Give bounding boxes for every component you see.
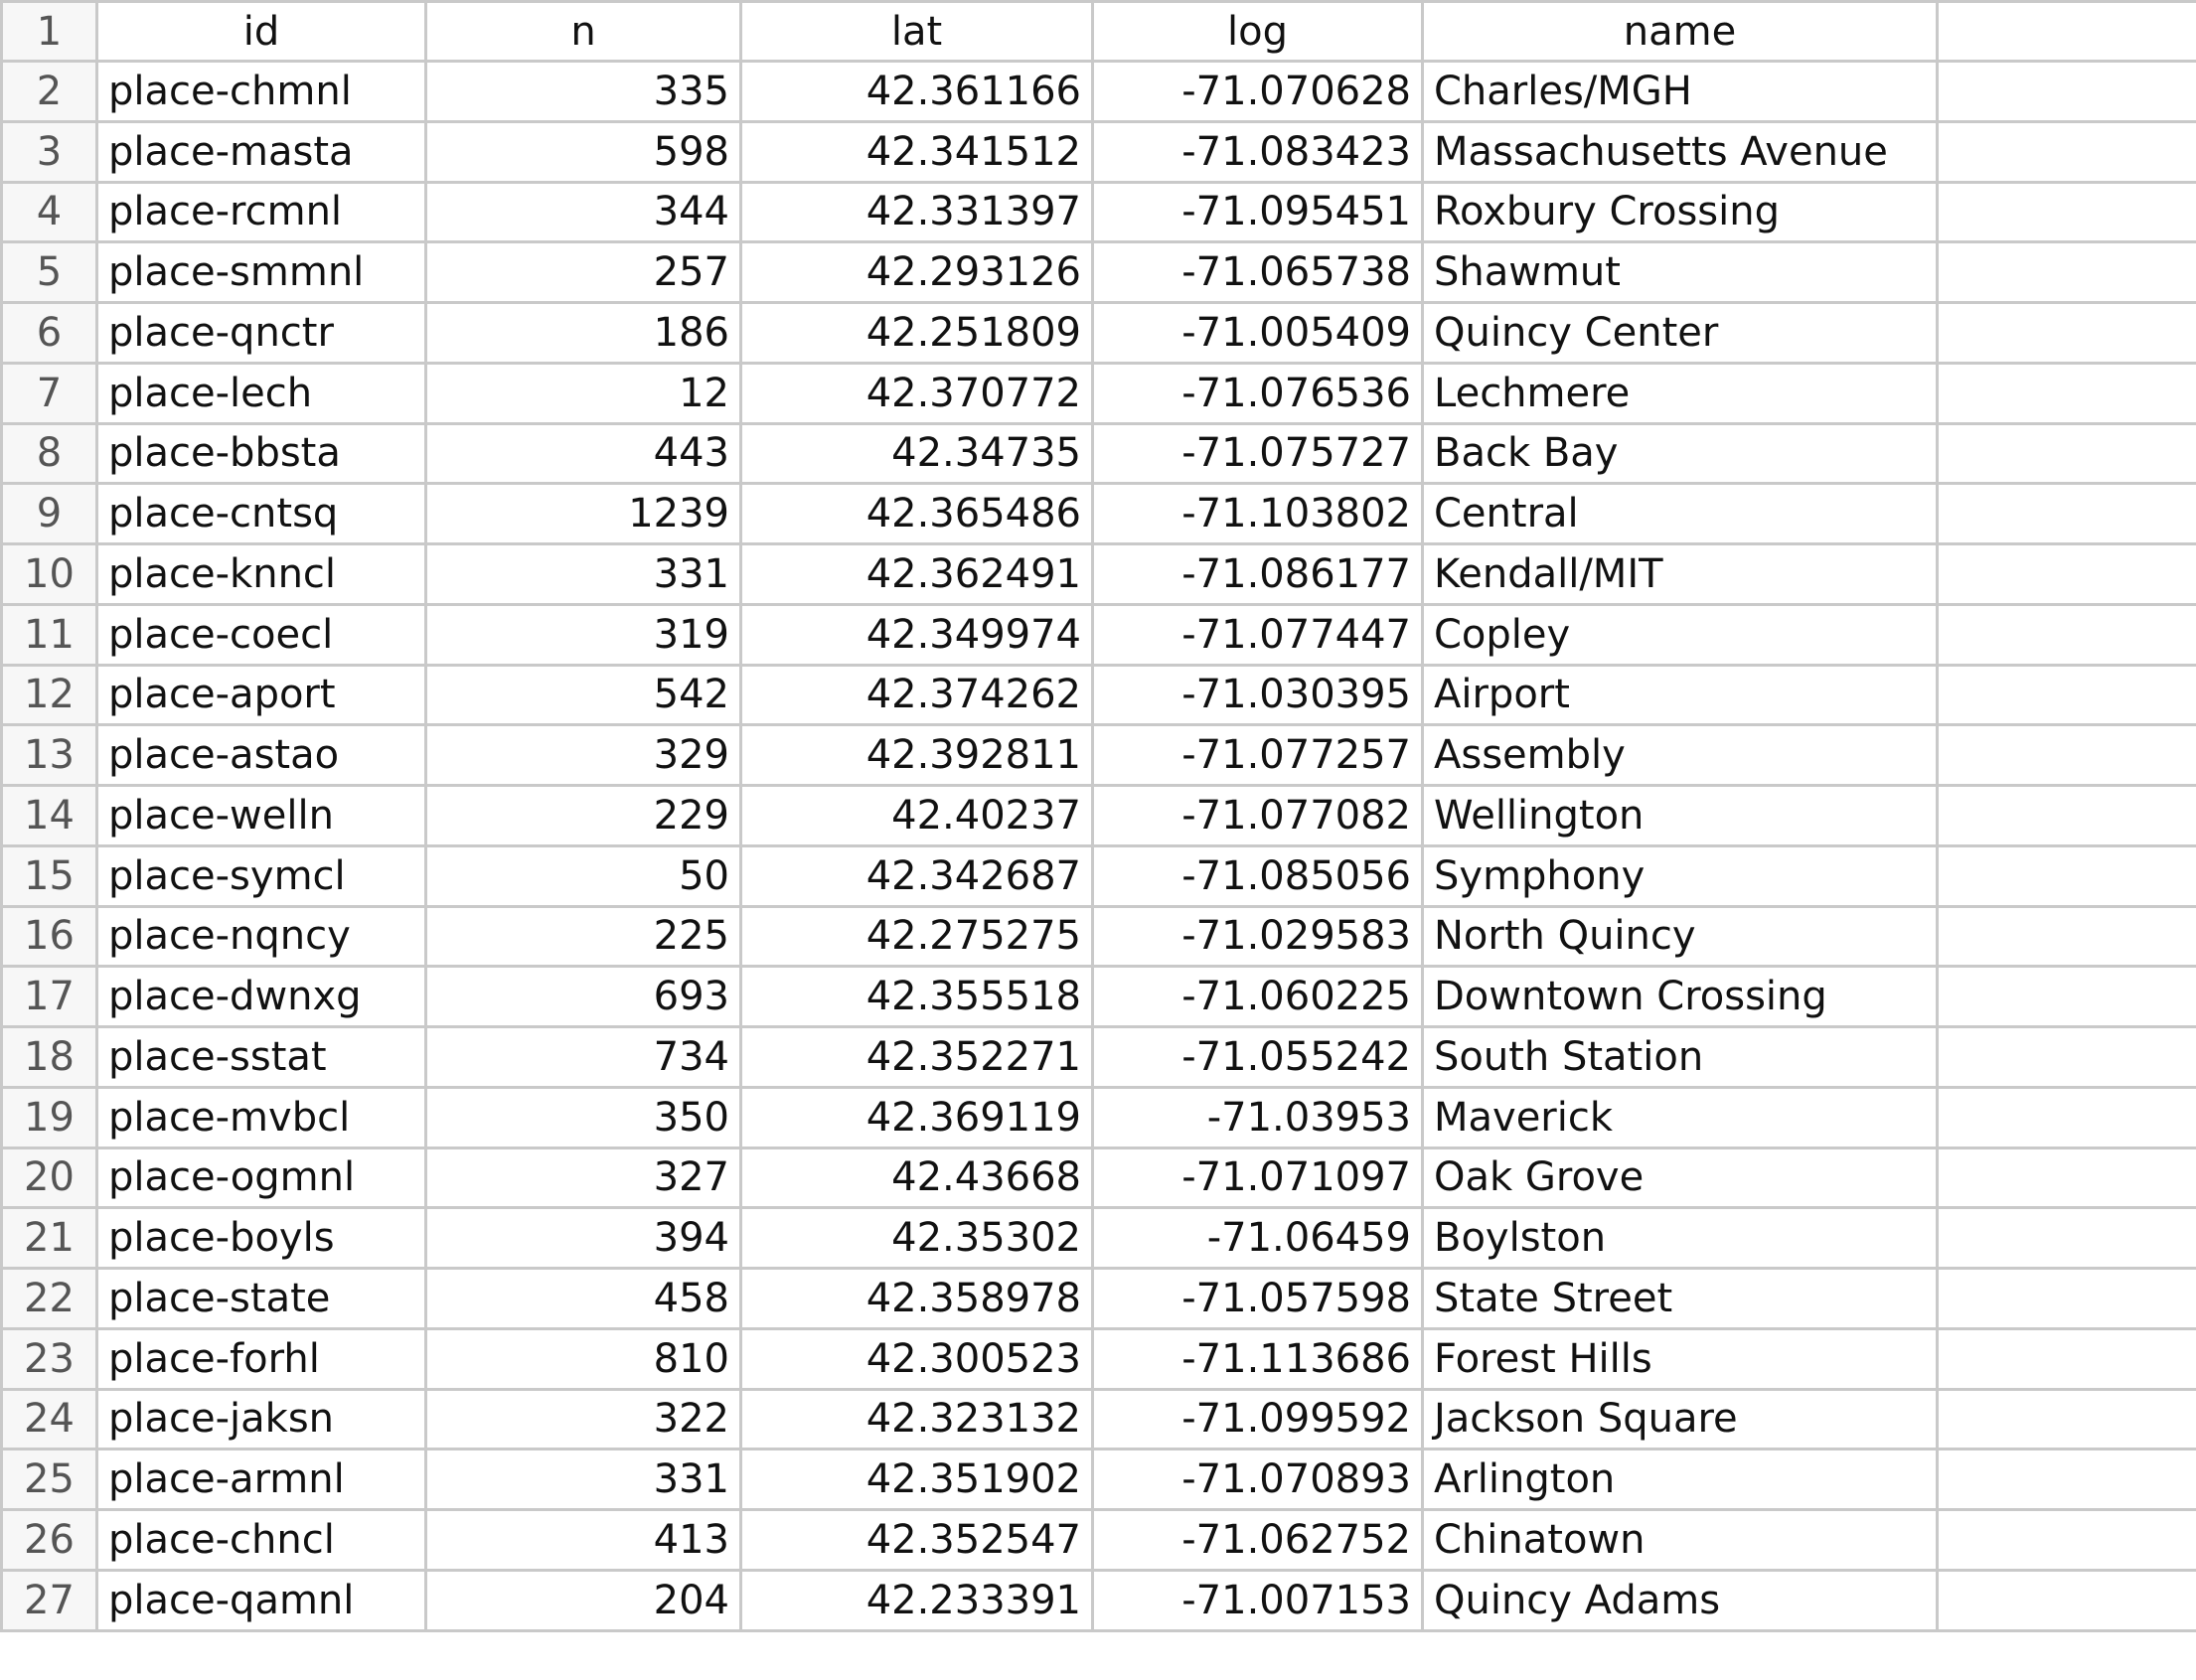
cell-lat[interactable]: 42.352271 xyxy=(741,1027,1093,1088)
empty-cell[interactable] xyxy=(1938,1269,2196,1329)
cell-log[interactable]: -71.03953 xyxy=(1093,1087,1423,1147)
cell-name[interactable]: Massachusetts Avenue xyxy=(1423,121,1938,182)
cell-id[interactable]: place-coecl xyxy=(97,604,426,665)
cell-log[interactable]: -71.029583 xyxy=(1093,906,1423,967)
cell-log[interactable]: -71.083423 xyxy=(1093,121,1423,182)
cell-name[interactable]: Kendall/MIT xyxy=(1423,544,1938,605)
cell-name[interactable]: Back Bay xyxy=(1423,423,1938,484)
cell-n[interactable]: 344 xyxy=(426,182,741,242)
cell-n[interactable]: 225 xyxy=(426,906,741,967)
cell-n[interactable]: 335 xyxy=(426,62,741,122)
row-number[interactable]: 23 xyxy=(2,1328,97,1389)
cell-n[interactable]: 443 xyxy=(426,423,741,484)
cell-id[interactable]: place-chncl xyxy=(97,1510,426,1571)
cell-n[interactable]: 331 xyxy=(426,544,741,605)
cell-lat[interactable]: 42.369119 xyxy=(741,1087,1093,1147)
cell-lat[interactable]: 42.300523 xyxy=(741,1328,1093,1389)
cell-id[interactable]: place-nqncy xyxy=(97,906,426,967)
row-number[interactable]: 13 xyxy=(2,725,97,786)
cell-n[interactable]: 693 xyxy=(426,967,741,1027)
row-number[interactable]: 3 xyxy=(2,121,97,182)
cell-id[interactable]: place-forhl xyxy=(97,1328,426,1389)
empty-cell[interactable] xyxy=(1938,665,2196,725)
cell-log[interactable]: -71.077257 xyxy=(1093,725,1423,786)
cell-log[interactable]: -71.06459 xyxy=(1093,1208,1423,1269)
cell-log[interactable]: -71.077082 xyxy=(1093,786,1423,846)
cell-name[interactable]: Quincy Adams xyxy=(1423,1570,1938,1630)
cell-id[interactable]: place-smmnl xyxy=(97,242,426,303)
cell-name[interactable]: Boylston xyxy=(1423,1208,1938,1269)
cell-name[interactable]: Charles/MGH xyxy=(1423,62,1938,122)
cell-lat[interactable]: 42.349974 xyxy=(741,604,1093,665)
cell-id[interactable]: place-astao xyxy=(97,725,426,786)
cell-n[interactable]: 350 xyxy=(426,1087,741,1147)
cell-log[interactable]: -71.057598 xyxy=(1093,1269,1423,1329)
cell-id[interactable]: place-symcl xyxy=(97,845,426,906)
cell-n[interactable]: 204 xyxy=(426,1570,741,1630)
cell-name[interactable]: Quincy Center xyxy=(1423,303,1938,364)
cell-id[interactable]: place-welln xyxy=(97,786,426,846)
cell-lat[interactable]: 42.293126 xyxy=(741,242,1093,303)
header-cell-n[interactable]: n xyxy=(426,2,741,62)
cell-name[interactable]: State Street xyxy=(1423,1269,1938,1329)
cell-lat[interactable]: 42.251809 xyxy=(741,303,1093,364)
cell-log[interactable]: -71.099592 xyxy=(1093,1389,1423,1450)
table-row xyxy=(2,1328,2196,1389)
cell-n[interactable]: 322 xyxy=(426,1389,741,1450)
cell-lat[interactable]: 42.331397 xyxy=(741,182,1093,242)
cell-log[interactable]: -71.077447 xyxy=(1093,604,1423,665)
empty-cell[interactable] xyxy=(1938,303,2196,364)
empty-cell[interactable] xyxy=(1938,725,2196,786)
empty-cell[interactable] xyxy=(1938,363,2196,423)
table-row xyxy=(2,967,2196,1027)
cell-id[interactable]: place-jaksn xyxy=(97,1389,426,1450)
cell-lat[interactable]: 42.233391 xyxy=(741,1570,1093,1630)
cell-log[interactable]: -71.085056 xyxy=(1093,845,1423,906)
row-number[interactable]: 25 xyxy=(2,1450,97,1510)
cell-n[interactable]: 413 xyxy=(426,1510,741,1571)
cell-lat[interactable]: 42.40237 xyxy=(741,786,1093,846)
cell-log[interactable]: -71.070893 xyxy=(1093,1450,1423,1510)
cell-lat[interactable]: 42.370772 xyxy=(741,363,1093,423)
cell-id[interactable]: place-masta xyxy=(97,121,426,182)
row-number[interactable]: 18 xyxy=(2,1027,97,1088)
cell-name[interactable]: Shawmut xyxy=(1423,242,1938,303)
empty-cell[interactable] xyxy=(1938,544,2196,605)
cell-n[interactable]: 319 xyxy=(426,604,741,665)
cell-log[interactable]: -71.095451 xyxy=(1093,182,1423,242)
table-row xyxy=(2,1389,2196,1450)
cell-n[interactable]: 327 xyxy=(426,1147,741,1208)
cell-id[interactable]: place-armnl xyxy=(97,1450,426,1510)
table-row xyxy=(2,423,2196,484)
cell-lat[interactable]: 42.355518 xyxy=(741,967,1093,1027)
empty-cell[interactable] xyxy=(1938,1450,2196,1510)
table-row xyxy=(2,1450,2196,1510)
table-row xyxy=(2,303,2196,364)
empty-cell[interactable] xyxy=(1938,1208,2196,1269)
row-number[interactable]: 17 xyxy=(2,967,97,1027)
cell-log[interactable]: -71.076536 xyxy=(1093,363,1423,423)
table-row xyxy=(2,604,2196,665)
cell-n[interactable]: 12 xyxy=(426,363,741,423)
empty-cell[interactable] xyxy=(1938,1510,2196,1571)
cell-name[interactable]: Forest Hills xyxy=(1423,1328,1938,1389)
cell-n[interactable]: 229 xyxy=(426,786,741,846)
row-number[interactable]: 24 xyxy=(2,1389,97,1450)
table-row xyxy=(2,906,2196,967)
table-row xyxy=(2,121,2196,182)
row-number[interactable]: 21 xyxy=(2,1208,97,1269)
cell-log[interactable]: -71.075727 xyxy=(1093,423,1423,484)
table-row xyxy=(2,242,2196,303)
cell-lat[interactable]: 42.361166 xyxy=(741,62,1093,122)
empty-cell[interactable] xyxy=(1938,1027,2196,1088)
cell-log[interactable]: -71.062752 xyxy=(1093,1510,1423,1571)
table-row xyxy=(2,845,2196,906)
cell-name[interactable]: North Quincy xyxy=(1423,906,1938,967)
header-cell-log[interactable]: log xyxy=(1093,2,1423,62)
row-number[interactable]: 20 xyxy=(2,1147,97,1208)
row-number[interactable]: 2 xyxy=(2,62,97,122)
cell-lat[interactable]: 42.351902 xyxy=(741,1450,1093,1510)
empty-cell[interactable] xyxy=(1938,967,2196,1027)
cell-lat[interactable]: 42.374262 xyxy=(741,665,1093,725)
cell-name[interactable]: Airport xyxy=(1423,665,1938,725)
row-number[interactable]: 15 xyxy=(2,845,97,906)
cell-n[interactable]: 1239 xyxy=(426,484,741,544)
empty-cell[interactable] xyxy=(1938,242,2196,303)
cell-id[interactable]: place-bbsta xyxy=(97,423,426,484)
empty-cell[interactable] xyxy=(1938,2,2196,62)
row-number[interactable]: 6 xyxy=(2,303,97,364)
cell-n[interactable]: 331 xyxy=(426,1450,741,1510)
cell-id[interactable]: place-chmnl xyxy=(97,62,426,122)
empty-cell[interactable] xyxy=(1938,423,2196,484)
cell-id[interactable]: place-mvbcl xyxy=(97,1087,426,1147)
cell-lat[interactable]: 42.323132 xyxy=(741,1389,1093,1450)
cell-lat[interactable]: 42.43668 xyxy=(741,1147,1093,1208)
cell-id[interactable]: place-aport xyxy=(97,665,426,725)
row-number[interactable]: 12 xyxy=(2,665,97,725)
cell-n[interactable]: 810 xyxy=(426,1328,741,1389)
row-number[interactable]: 26 xyxy=(2,1510,97,1571)
row-number[interactable]: 9 xyxy=(2,484,97,544)
cell-n[interactable]: 329 xyxy=(426,725,741,786)
row-number[interactable]: 1 xyxy=(2,2,97,62)
cell-n[interactable]: 50 xyxy=(426,845,741,906)
table-row xyxy=(2,544,2196,605)
cell-name[interactable]: Symphony xyxy=(1423,845,1938,906)
cell-name[interactable]: South Station xyxy=(1423,1027,1938,1088)
cell-log[interactable]: -71.071097 xyxy=(1093,1147,1423,1208)
row-number[interactable]: 27 xyxy=(2,1570,97,1630)
table-row xyxy=(2,182,2196,242)
cell-id[interactable]: place-lech xyxy=(97,363,426,423)
cell-name[interactable]: Central xyxy=(1423,484,1938,544)
cell-lat[interactable]: 42.392811 xyxy=(741,725,1093,786)
cell-name[interactable]: Jackson Square xyxy=(1423,1389,1938,1450)
cell-name[interactable]: Assembly xyxy=(1423,725,1938,786)
empty-cell[interactable] xyxy=(1938,845,2196,906)
row-number[interactable]: 4 xyxy=(2,182,97,242)
cell-n[interactable]: 542 xyxy=(426,665,741,725)
cell-name[interactable]: Chinatown xyxy=(1423,1510,1938,1571)
cell-id[interactable]: place-state xyxy=(97,1269,426,1329)
empty-cell[interactable] xyxy=(1938,1328,2196,1389)
empty-cell[interactable] xyxy=(1938,1570,2196,1630)
empty-cell[interactable] xyxy=(1938,121,2196,182)
cell-lat[interactable]: 42.352547 xyxy=(741,1510,1093,1571)
table-row xyxy=(2,62,2196,122)
cell-lat[interactable]: 42.365486 xyxy=(741,484,1093,544)
cell-n[interactable]: 257 xyxy=(426,242,741,303)
table-row xyxy=(2,484,2196,544)
empty-cell[interactable] xyxy=(1938,1147,2196,1208)
empty-cell[interactable] xyxy=(1938,62,2196,122)
cell-log[interactable]: -71.055242 xyxy=(1093,1027,1423,1088)
cell-log[interactable]: -71.007153 xyxy=(1093,1570,1423,1630)
cell-log[interactable]: -71.065738 xyxy=(1093,242,1423,303)
cell-name[interactable]: Copley xyxy=(1423,604,1938,665)
cell-id[interactable]: place-rcmnl xyxy=(97,182,426,242)
cell-lat[interactable]: 42.362491 xyxy=(741,544,1093,605)
cell-id[interactable]: place-qnctr xyxy=(97,303,426,364)
row-number[interactable]: 10 xyxy=(2,544,97,605)
empty-cell[interactable] xyxy=(1938,484,2196,544)
empty-cell[interactable] xyxy=(1938,906,2196,967)
empty-cell[interactable] xyxy=(1938,1389,2196,1450)
header-cell-lat[interactable]: lat xyxy=(741,2,1093,62)
cell-name[interactable]: Arlington xyxy=(1423,1450,1938,1510)
row-number[interactable]: 14 xyxy=(2,786,97,846)
cell-lat[interactable]: 42.35302 xyxy=(741,1208,1093,1269)
cell-id[interactable]: place-dwnxg xyxy=(97,967,426,1027)
table-row xyxy=(2,1147,2196,1208)
cell-lat[interactable]: 42.358978 xyxy=(741,1269,1093,1329)
empty-cell[interactable] xyxy=(1938,182,2196,242)
table-row xyxy=(2,665,2196,725)
cell-name[interactable]: Lechmere xyxy=(1423,363,1938,423)
header-row xyxy=(2,2,2196,62)
table-row xyxy=(2,725,2196,786)
cell-name[interactable]: Maverick xyxy=(1423,1087,1938,1147)
cell-n[interactable]: 394 xyxy=(426,1208,741,1269)
empty-cell[interactable] xyxy=(1938,786,2196,846)
cell-name[interactable]: Downtown Crossing xyxy=(1423,967,1938,1027)
cell-name[interactable]: Roxbury Crossing xyxy=(1423,182,1938,242)
cell-n[interactable]: 458 xyxy=(426,1269,741,1329)
empty-cell[interactable] xyxy=(1938,1087,2196,1147)
table-row xyxy=(2,1208,2196,1269)
table-row xyxy=(2,1570,2196,1630)
row-number[interactable]: 8 xyxy=(2,423,97,484)
row-number[interactable]: 5 xyxy=(2,242,97,303)
cell-log[interactable]: -71.070628 xyxy=(1093,62,1423,122)
cell-name[interactable]: Oak Grove xyxy=(1423,1147,1938,1208)
cell-n[interactable]: 186 xyxy=(426,303,741,364)
cell-log[interactable]: -71.086177 xyxy=(1093,544,1423,605)
row-number[interactable]: 19 xyxy=(2,1087,97,1147)
cell-n[interactable]: 598 xyxy=(426,121,741,182)
cell-id[interactable]: place-sstat xyxy=(97,1027,426,1088)
table-row xyxy=(2,786,2196,846)
row-number[interactable]: 11 xyxy=(2,604,97,665)
row-number[interactable]: 16 xyxy=(2,906,97,967)
cell-log[interactable]: -71.103802 xyxy=(1093,484,1423,544)
table-row xyxy=(2,1269,2196,1329)
header-cell-name[interactable]: name xyxy=(1423,2,1938,62)
cell-log[interactable]: -71.005409 xyxy=(1093,303,1423,364)
table-row xyxy=(2,363,2196,423)
cell-id[interactable]: place-cntsq xyxy=(97,484,426,544)
cell-id[interactable]: place-qamnl xyxy=(97,1570,426,1630)
table-row xyxy=(2,1027,2196,1088)
cell-log[interactable]: -71.030395 xyxy=(1093,665,1423,725)
cell-name[interactable]: Wellington xyxy=(1423,786,1938,846)
cell-n[interactable]: 734 xyxy=(426,1027,741,1088)
cell-id[interactable]: place-knncl xyxy=(97,544,426,605)
cell-lat[interactable]: 42.341512 xyxy=(741,121,1093,182)
table-row xyxy=(2,1510,2196,1571)
empty-cell[interactable] xyxy=(1938,604,2196,665)
cell-lat[interactable]: 42.34735 xyxy=(741,423,1093,484)
cell-log[interactable]: -71.113686 xyxy=(1093,1328,1423,1389)
cell-lat[interactable]: 42.342687 xyxy=(741,845,1093,906)
cell-log[interactable]: -71.060225 xyxy=(1093,967,1423,1027)
row-number[interactable]: 22 xyxy=(2,1269,97,1329)
cell-id[interactable]: place-ogmnl xyxy=(97,1147,426,1208)
header-cell-id[interactable]: id xyxy=(97,2,426,62)
cell-id[interactable]: place-boyls xyxy=(97,1208,426,1269)
cell-lat[interactable]: 42.275275 xyxy=(741,906,1093,967)
row-number[interactable]: 7 xyxy=(2,363,97,423)
table-row xyxy=(2,1087,2196,1147)
